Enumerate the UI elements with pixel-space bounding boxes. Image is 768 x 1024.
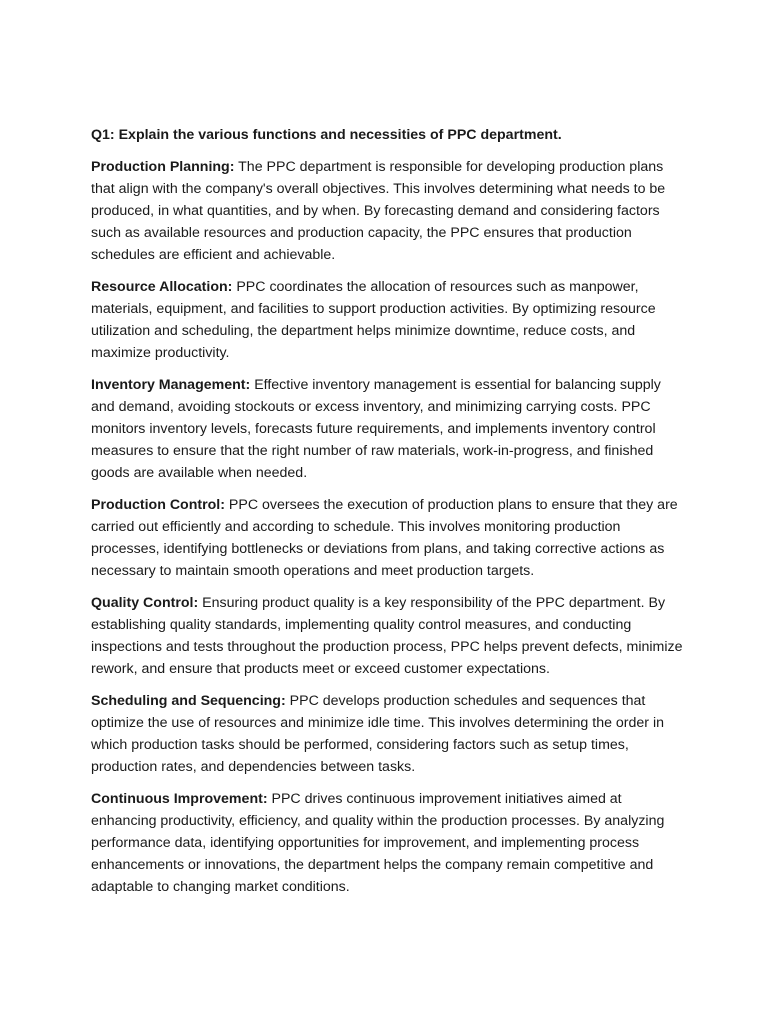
section-text: Ensuring product quality is a key responsibility of the PPC department. By establishing quality standards, implementing quality control measures, and conducting inspections and tests throughout the production process, PPC helps prevent defects, minimize rework, and ensure that products meet or exceed customer expectations. — [91, 595, 683, 677]
section-text: PPC drives continuous improvement initiatives aimed at enhancing productivity, efficiency, and quality within the production processes. By analyzing performance data, identifying opportunities for improvement, and implementing process enhancements or innovations, the department helps the company remain competitive and adaptable to changing market conditions. — [91, 791, 665, 895]
section-continuous-improvement — [91, 788, 683, 898]
section-inventory-management — [91, 374, 683, 484]
section-production-control — [91, 494, 683, 582]
section-text: PPC oversees the execution of production plans to ensure that they are carried out efficiently and according to schedule. This involves monitoring production processes, identifying bottlenecks or deviations from plans, and taking corrective actions as necessary to maintain smooth operations and meet production targets. — [91, 497, 678, 579]
section-term: Inventory Management: — [91, 377, 251, 393]
section-term: Quality Control: — [91, 595, 199, 611]
question-heading: Q1: Explain the various functions and necessities of PPC department. — [91, 127, 562, 143]
section-term: Continuous Improvement: — [91, 791, 268, 807]
section-term: Scheduling and Sequencing: — [91, 693, 286, 709]
section-text: PPC develops production schedules and sequences that optimize the use of resources and minimize idle time. This involves determining the order in which production tasks should be performed, considering factors such as setup times, production rates, and dependencies between tasks. — [91, 693, 665, 775]
section-term: Production Planning: — [91, 159, 235, 175]
section-text: PPC coordinates the allocation of resources such as manpower, materials, equipment, and facilities to support production activities. By optimizing resource utilization and scheduling, the department helps minimize downtime, reduce costs, and maximize productivity. — [91, 279, 656, 361]
section-scheduling-sequencing — [91, 690, 683, 778]
section-term: Resource Allocation: — [91, 279, 233, 295]
section-quality-control — [91, 592, 683, 680]
document-page — [91, 124, 683, 908]
section-text: Effective inventory management is essential for balancing supply and demand, avoiding stockouts or excess inventory, and minimizing carrying costs. PPC monitors inventory levels, forecasts future requirements, and implements inventory control measures to ensure that the right number of raw materials, work-in-progress, and finished goods are available when needed. — [91, 377, 661, 481]
section-resource-allocation — [91, 276, 683, 364]
section-production-planning — [91, 156, 683, 266]
section-text: The PPC department is responsible for developing production plans that align with the company's overall objectives. This involves determining what needs to be produced, in what quantities, and by when. By forecasting demand and considering factors such as available resources and production capacity, the PPC ensures that production schedules are efficient and achievable. — [91, 159, 666, 263]
section-term: Production Control: — [91, 497, 225, 513]
